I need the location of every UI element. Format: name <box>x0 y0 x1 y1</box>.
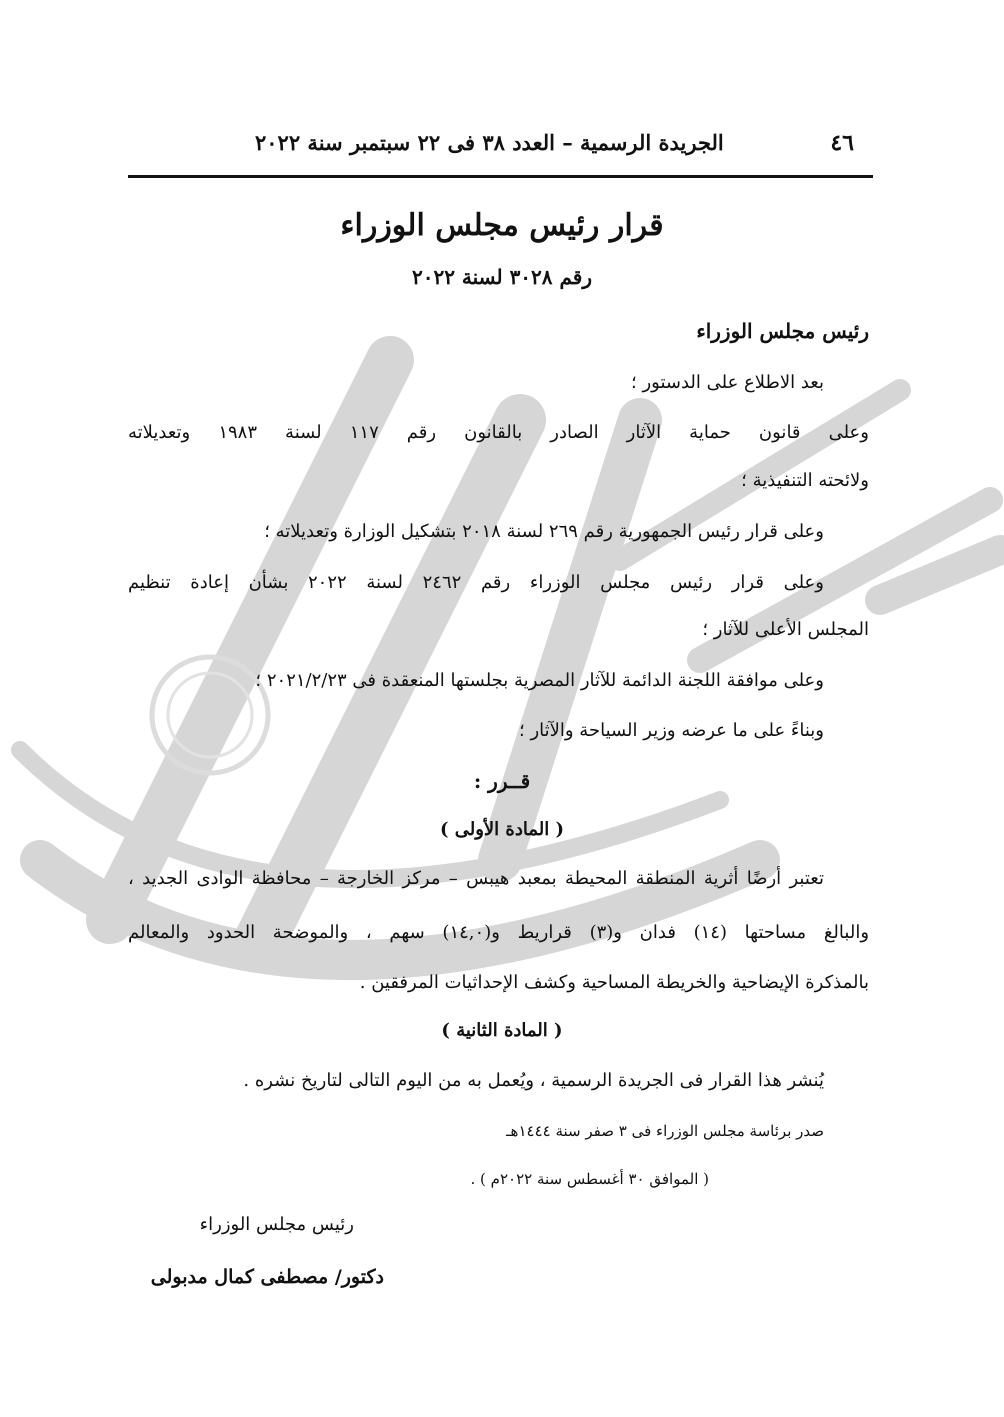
issuance-date-gregorian: ( الموافق ٣٠ أغسطس سنة ٢٠٢٢م ) . <box>470 1170 709 1188</box>
article-2-text: يُنشر هذا القرار فى الجريدة الرسمية ، ويُعمل به من اليوم التالى لتاريخ نشره . <box>243 1070 824 1091</box>
article-2-heading: ( المادة الثانية ) <box>441 1020 563 1041</box>
preamble-paragraph: وعلى قانون حماية الآثار الصادر بالقانون رقم ١١٧ لسنة ١٩٨٣ وتعديلاته <box>128 422 869 443</box>
issuance-date-hijri: صدر برئاسة مجلس الوزراء فى ٣ صفر سنة ١٤٤٤هـ <box>506 1122 824 1140</box>
preamble-paragraph: ولائحته التنفيذية ؛ <box>741 470 869 491</box>
decree-title: قرار رئيس مجلس الوزراء <box>340 208 664 243</box>
article-1-heading: ( المادة الأولى ) <box>439 819 565 840</box>
page-number: ٤٦ <box>830 130 854 156</box>
article-1-text: بالمذكرة الإيضاحية والخريطة المساحية وكشف الإحداثيات المرفقين . <box>359 972 869 993</box>
article-1-text: والبالغ مساحتها (١٤) فدان و(٣) قراريط و(١٤,٠) سهم ، والموضحة الحدود والمعالم <box>128 922 870 943</box>
header-divider <box>128 175 873 178</box>
preamble-paragraph: المجلس الأعلى للآثار ؛ <box>702 619 869 640</box>
article-1-text: تعتبر أرضًا أثرية المنطقة المحيطة بمعبد هيبس – مركز الخارجة – محافظة الوادى الجديد ، <box>128 868 824 889</box>
signature-name: دكتور/ مصطفى كمال مدبولى <box>150 1266 384 1288</box>
preamble-paragraph: وعلى موافقة اللجنة الدائمة للآثار المصرية بجلستها المنعقدة فى ٢٠٢١/٢/٢٣ ؛ <box>255 670 824 691</box>
decree-number: رقم ٣٠٢٨ لسنة ٢٠٢٢ <box>411 265 593 289</box>
preamble-paragraph: وبناءً على ما عرضه وزير السياحة والآثار ؛ <box>519 720 824 741</box>
preamble-paragraph: وعلى قرار رئيس الجمهورية رقم ٢٦٩ لسنة ٢٠١٨ بتشكيل الوزارة وتعديلاته ؛ <box>264 521 824 542</box>
decided-label: قــرر : <box>473 769 531 793</box>
issuer-heading: رئيس مجلس الوزراء <box>696 319 869 343</box>
preamble-paragraph: بعد الاطلاع على الدستور ؛ <box>631 372 824 393</box>
preamble-paragraph: وعلى قرار رئيس مجلس الوزراء رقم ٢٤٦٢ لسنة ٢٠٢٢ بشأن إعادة تنظيم <box>128 572 824 593</box>
signature-title: رئيس مجلس الوزراء <box>199 1214 354 1235</box>
running-header: الجريدة الرسمية – العدد ٣٨ فى ٢٢ سبتمبر سنة ٢٠٢٢ <box>255 130 724 155</box>
